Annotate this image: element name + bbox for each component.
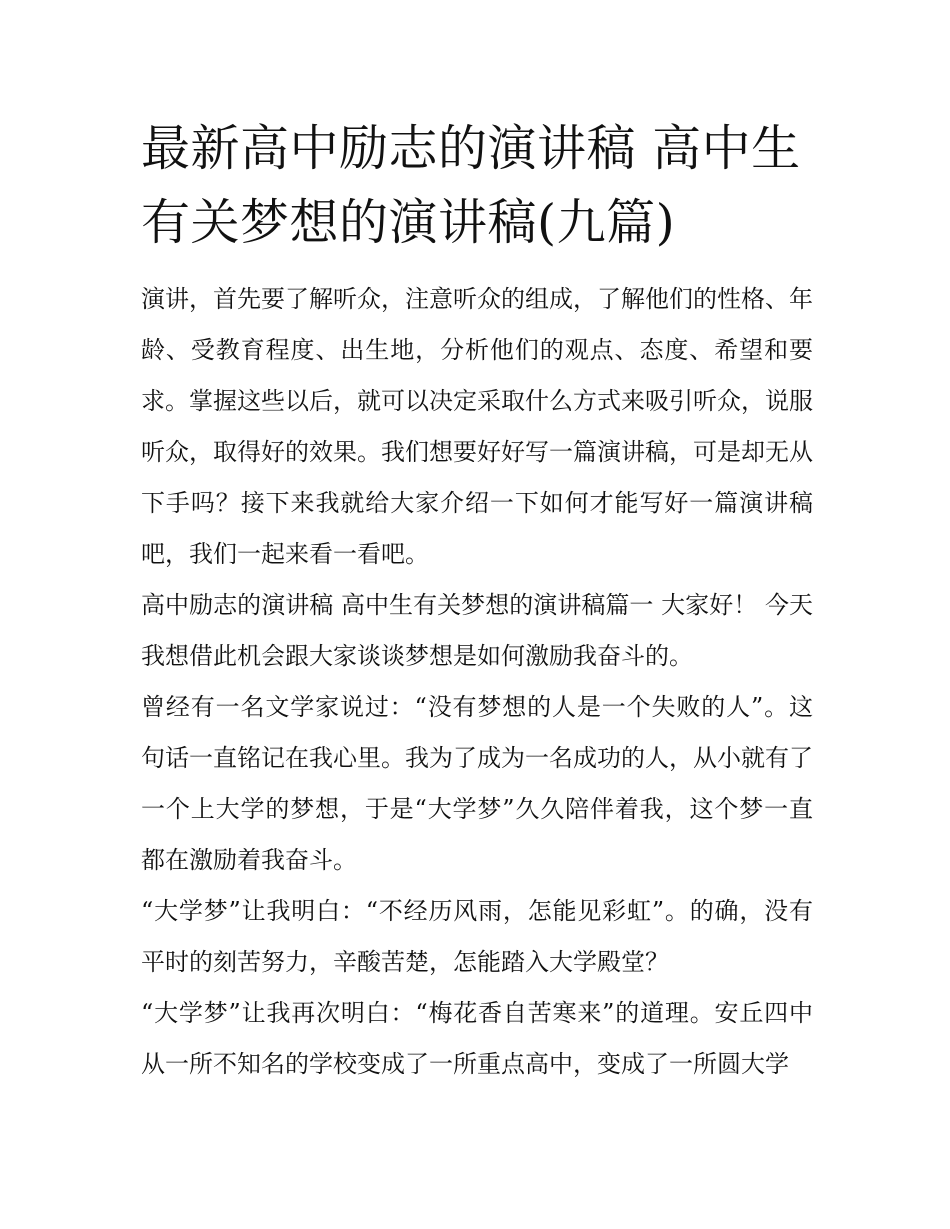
paragraph-greeting: 高中励志的演讲稿 高中生有关梦想的演讲稿篇一 大家好！ 今天我想借此机会跟大家谈谈梦想是如何激励我奋斗的。 [141, 591, 813, 670]
document-content [141, 112, 813, 1090]
paragraph-plum-blossom: “大学梦”让我再次明白：“梅花香自苦寒来”的道理。安丘四中从一所不知名的学校变成了一所重点高中，变成了一所圆大学 [141, 999, 813, 1078]
document-title: 最新高中励志的演讲稿 高中生有关梦想的演讲稿(九篇) [141, 120, 801, 251]
paragraph-rainbow: “大学梦”让我明白：“不经历风雨，怎能见彩虹”。的确，没有平时的刻苦努力，辛酸苦楚，怎能踏入大学殿堂？ [141, 897, 813, 976]
paragraph-dream-origin: 曾经有一名文学家说过：“没有梦想的人是一个失败的人”。这句话一直铭记在我心里。我为了成为一名成功的人，从小就有了一个上大学的梦想，于是“大学梦”久久陪伴着我，这个梦一直都在激励着我奋斗。 [141, 693, 813, 874]
document-body [141, 274, 813, 1090]
paragraph-intro: 演讲，首先要了解听众，注意听众的组成，了解他们的性格、年龄、受教育程度、出生地，分析他们的观点、态度、希望和要求。掌握这些以后，就可以决定采取什么方式来吸引听众，说服听众，取得好的效果。我们想要好好写一篇演讲稿，可是却无从下手吗？接下来我就给大家介绍一下如何才能写好一篇演讲稿吧，我们一起来看一看吧。 [141, 285, 813, 568]
